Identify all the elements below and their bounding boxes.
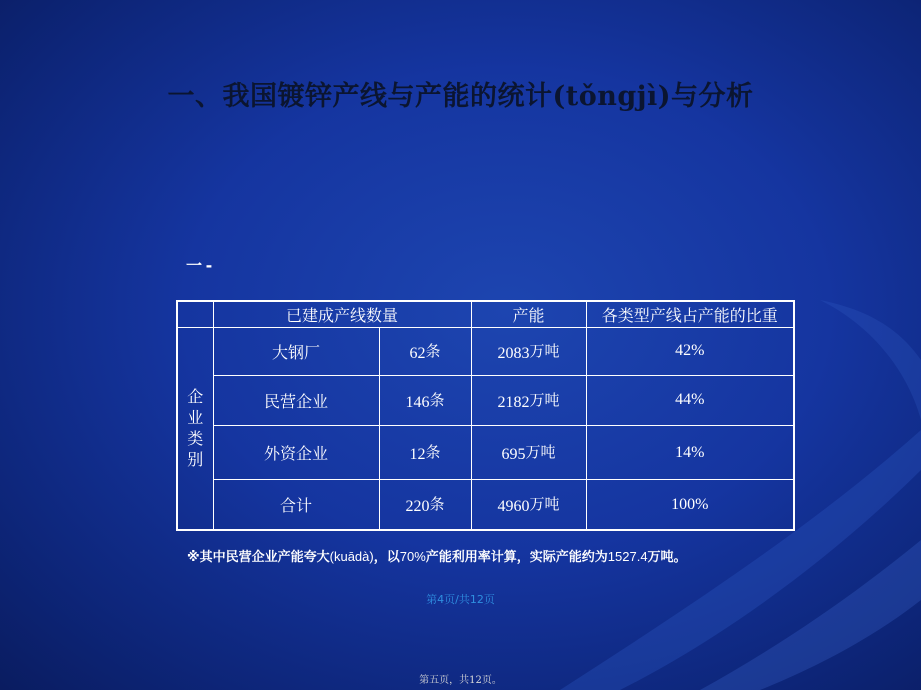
header-capacity: 产能 bbox=[471, 301, 586, 327]
row-share: 14% bbox=[586, 426, 794, 480]
section-marker: 一 - bbox=[186, 256, 212, 275]
category-label-cell bbox=[177, 327, 213, 530]
category-char: 业 bbox=[187, 408, 204, 428]
row-name: 外资企业 bbox=[213, 426, 379, 480]
category-char: 别 bbox=[187, 450, 204, 470]
page-number: 第4页/共12页 bbox=[426, 593, 495, 606]
category-char: 类 bbox=[187, 429, 204, 449]
row-capacity: 4960万吨 bbox=[471, 480, 586, 530]
table-row bbox=[177, 327, 794, 375]
header-empty-cell bbox=[177, 301, 213, 327]
header-share: 各类型产线占产能的比重 bbox=[586, 301, 794, 327]
row-count: 220条 bbox=[379, 480, 471, 530]
row-count: 12条 bbox=[379, 426, 471, 480]
row-capacity: 2182万吨 bbox=[471, 375, 586, 425]
page-footer: 第五页，共12页。 bbox=[419, 675, 502, 686]
row-name: 大钢厂 bbox=[213, 327, 379, 375]
row-count: 146条 bbox=[379, 375, 471, 425]
row-capacity: 2083万吨 bbox=[471, 327, 586, 375]
table-header-row bbox=[177, 301, 794, 327]
row-capacity: 695万吨 bbox=[471, 426, 586, 480]
row-share: 44% bbox=[586, 375, 794, 425]
row-name: 合计 bbox=[213, 480, 379, 530]
table-row bbox=[177, 375, 794, 425]
row-share: 100% bbox=[586, 480, 794, 530]
row-name: 民营企业 bbox=[213, 375, 379, 425]
table-row bbox=[177, 426, 794, 480]
table-row-total bbox=[177, 480, 794, 530]
slide-title: 一、我国镀锌产线与产能的统计(tǒngjì)与分析 bbox=[167, 81, 754, 112]
row-share: 42% bbox=[586, 327, 794, 375]
capacity-statistics-table bbox=[176, 300, 795, 531]
category-char: 企 bbox=[187, 387, 204, 407]
footnote: ※其中民营企业产能夸大(kuādà)，以70%产能利用率计算，实际产能约为1527.4万吨。 bbox=[187, 549, 687, 565]
header-lines-count: 已建成产线数量 bbox=[213, 301, 471, 327]
row-count: 62条 bbox=[379, 327, 471, 375]
